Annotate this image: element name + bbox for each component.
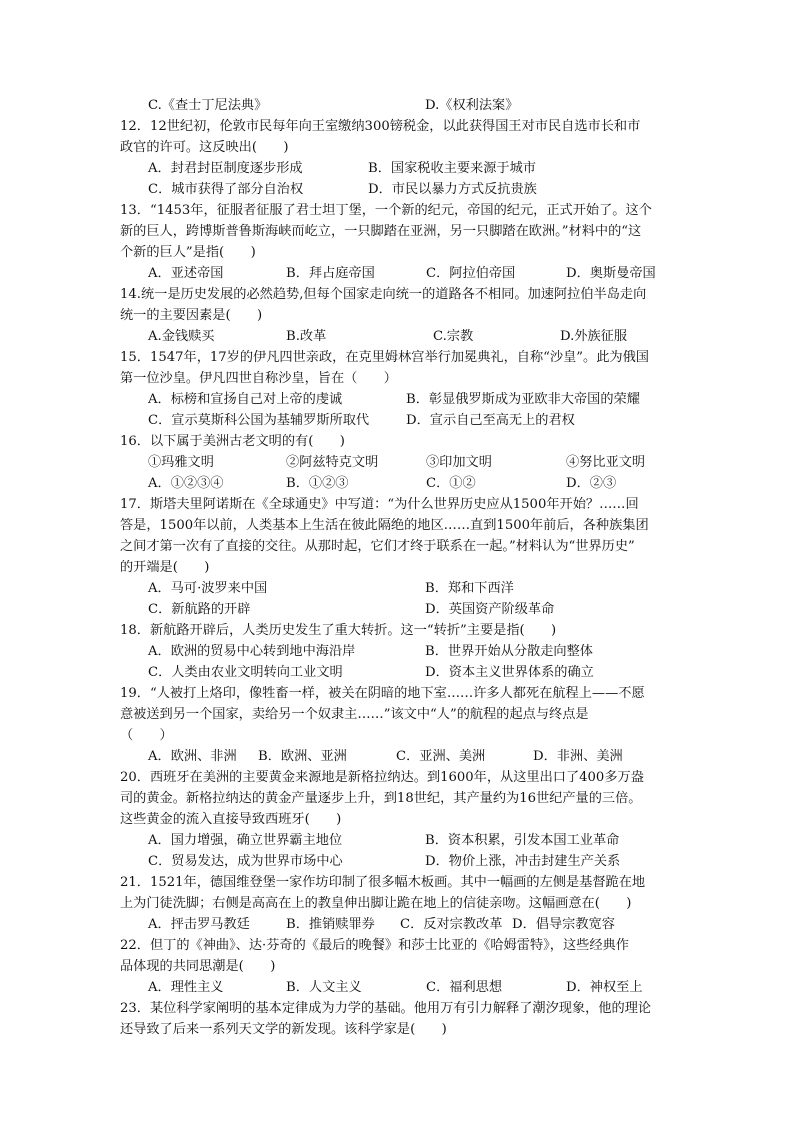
q11-options xyxy=(120,95,680,117)
q12-options-row-2 xyxy=(120,179,680,201)
q13-options xyxy=(120,263,680,285)
q15-option-c: C．宣示莫斯科公国为基辅罗斯所取代 xyxy=(148,413,370,428)
q22-stem-line-2: 品体现的共同思潮是( ) xyxy=(120,959,276,974)
q18-option-a: A．欧洲的贸易中心转到地中海沿岸 xyxy=(148,644,356,659)
q17-options-row-2 xyxy=(120,599,680,621)
q13-option-d: D．奥斯曼帝国 xyxy=(566,266,656,281)
q22-option-c: C．福利思想 xyxy=(426,980,503,995)
q20-option-c: C．贸易发达，成为世界市场中心 xyxy=(148,854,343,869)
q12-option-c: C．城市获得了部分自治权 xyxy=(148,182,304,197)
q18-option-b: B．世界开始从分散走向整体 xyxy=(425,644,593,659)
q14-options xyxy=(120,326,680,348)
q20-stem-line-2: 司的黄金。新格拉纳达的黄金产量逐步上升，到18世纪，其产量约为16世纪产量的三倍。 xyxy=(120,791,642,806)
q18-stem: 18．新航路开辟后，人类历史发生了重大转折。这一“转折”主要是指( ) xyxy=(120,623,557,638)
q12-option-b: B．国家税收主要来源于城市 xyxy=(368,161,536,176)
q16-option-b: B．①②③ xyxy=(286,476,349,491)
q19-option-c: C．亚洲、美洲 xyxy=(396,749,486,764)
q21-option-a: A．抨击罗马教廷 xyxy=(148,917,250,932)
q22-option-a: A．理性主义 xyxy=(148,980,224,995)
q17-stem-line-2: 答是，1500年以前，人类基本上生活在彼此隔绝的地区……直到1500年前后，各种族集团 xyxy=(120,518,649,533)
q18-option-d: D．资本主义世界体系的确立 xyxy=(425,665,594,680)
q13-option-a: A．亚述帝国 xyxy=(148,266,224,281)
q13-option-c: C．阿拉伯帝国 xyxy=(426,266,516,281)
q22-option-b: B．人文主义 xyxy=(286,980,362,995)
q16-stem: 16．以下属于美洲古老文明的有( ) xyxy=(120,434,345,449)
q13-stem-line-1: 13．“1453年，征服者征服了君士坦丁堡，一个新的纪元，帝国的纪元，正式开始了。这个 xyxy=(120,203,652,218)
q16-item-1: ①玛雅文明 xyxy=(148,455,214,470)
q17-stem-line-4: 的开端是( ) xyxy=(120,560,210,575)
q11-option-c: C.《查士丁尼法典》 xyxy=(148,98,268,113)
q17-option-c: C．新航路的开辟 xyxy=(148,602,251,617)
q16-option-a: A．①②③④ xyxy=(148,476,224,491)
q14-stem-line-1: 14.统一是历史发展的必然趋势,但每个国家走向统一的道路各不相同。加速阿拉伯半岛走向 xyxy=(120,287,647,302)
q14-option-b: B.改革 xyxy=(286,329,327,344)
q21-option-d: D．倡导宗教宽容 xyxy=(512,917,615,932)
q19-option-d: D．非洲、美洲 xyxy=(533,749,623,764)
q18-options-row-1 xyxy=(120,641,680,663)
q13-stem-line-2: 新的巨人，跨博斯普鲁斯海峡而屹立，一只脚踏在亚洲，另一只脚踏在欧洲。”材料中的“这 xyxy=(120,224,642,239)
q20-options-row-2 xyxy=(120,851,680,873)
q16-item-2: ②阿兹特克文明 xyxy=(286,455,379,470)
q12-options-row-1 xyxy=(120,158,680,180)
q15-options-row-2 xyxy=(120,410,680,432)
q23-stem-line-2: 还导致了后来一系列天文学的新发现。该科学家是( ) xyxy=(120,1022,447,1037)
q16-options xyxy=(120,473,680,495)
q22-option-d: D．神权至上 xyxy=(566,980,643,995)
q21-options xyxy=(120,914,680,936)
q18-option-c: C．人类由农业文明转向工业文明 xyxy=(148,665,343,680)
q16-item-4: ④努比亚文明 xyxy=(566,455,646,470)
q20-option-d: D．物价上涨，冲击封建生产关系 xyxy=(425,854,621,869)
q19-stem-line-1: 19．“人被打上烙印，像牲畜一样，被关在阴暗的地下室……许多人都死在航程上——不愿 xyxy=(120,686,645,701)
q21-stem-line-2: 上为门徒洗脚；右侧是高高在上的教皇伸出脚让跪在地上的信徒亲吻。这幅画意在( ) xyxy=(120,896,632,911)
q20-option-a: A．国力增强，确立世界霸主地位 xyxy=(148,833,343,848)
q14-option-d: D.外族征服 xyxy=(560,329,628,344)
q17-option-d: D．英国资产阶级革命 xyxy=(425,602,555,617)
q14-option-a: A.金钱赎买 xyxy=(148,329,215,344)
q14-stem-line-2: 统一的主要因素是( ) xyxy=(120,308,263,323)
q17-stem-line-3: 之间才第一次有了直接的交往。从那时起，它们才终于联系在一起。”材料认为“世界历史” xyxy=(120,539,635,554)
q18-options-row-2 xyxy=(120,662,680,684)
q16-option-d: D．②③ xyxy=(566,476,617,491)
q22-stem-line-1: 22．但丁的《神曲》、达·芬奇的《最后的晚餐》和莎士比亚的《哈姆雷特》，这些经典作 xyxy=(120,938,629,953)
q20-option-b: B．资本积累，引发本国工业革命 xyxy=(425,833,620,848)
q19-stem-line-2: 意被送到另一个国家，卖给另一个奴隶主……”该文中“人”的航程的起点与终点是 xyxy=(120,707,589,722)
q15-stem-line-1: 15．1547年，17岁的伊凡四世亲政，在克里姆林宫举行加冕典礼，自称“沙皇”。此为俄国 xyxy=(120,350,649,365)
q14-option-c: C.宗教 xyxy=(433,329,474,344)
q21-option-b: B．推销赎罪券 xyxy=(286,917,375,932)
q20-options-row-1 xyxy=(120,830,680,852)
q16-items xyxy=(120,452,680,474)
q22-options xyxy=(120,977,680,999)
q17-stem-line-1: 17．斯塔夫里阿诺斯在《全球通史》中写道：“为什么世界历史应从1500年开始？……回 xyxy=(120,497,639,512)
q17-options-row-1 xyxy=(120,578,680,600)
q17-option-a: A．马可·波罗来中国 xyxy=(148,581,268,596)
q20-stem-line-1: 20．西班牙在美洲的主要黄金来源地是新格拉纳达。到1600年，从这里出口了400多万盎 xyxy=(120,770,644,785)
q15-option-a: A．标榜和宣扬自己对上帝的虔诚 xyxy=(148,392,343,407)
q19-options xyxy=(120,746,680,768)
q16-option-c: C．①② xyxy=(426,476,476,491)
q15-stem-line-2: 第一位沙皇。伊凡四世自称沙皇，旨在（ ） xyxy=(120,371,397,386)
q17-option-b: B．郑和下西洋 xyxy=(425,581,514,596)
q13-option-b: B．拜占庭帝国 xyxy=(286,266,375,281)
q12-stem-line-1: 12．12世纪初，伦敦市民每年向王室缴纳300镑税金，以此获得国王对市民自选市长和市 xyxy=(120,119,641,134)
q12-option-a: A．封君封臣制度逐步形成 xyxy=(148,161,303,176)
q12-option-d: D．市民以暴力方式反抗贵族 xyxy=(368,182,537,197)
q19-option-a: A．欧洲、非洲 xyxy=(148,749,237,764)
q16-item-3: ③印加文明 xyxy=(426,455,492,470)
q15-options-row-1 xyxy=(120,389,680,411)
q21-stem-line-1: 21．1521年，德国维登堡一家作坊印制了很多幅木板画。其中一幅画的左侧是基督跪在地 xyxy=(120,875,646,890)
q19-stem-line-3: （ ） xyxy=(120,728,173,743)
q19-option-b: B．欧洲、亚洲 xyxy=(258,749,347,764)
q15-option-d: D．宣示自己至高无上的君权 xyxy=(406,413,575,428)
q12-stem-line-2: 政官的许可。这反映出( ) xyxy=(120,140,289,155)
q21-option-c: C．反对宗教改革 xyxy=(400,917,503,932)
q20-stem-line-3: 这些黄金的流入直接导致西班牙( ) xyxy=(120,812,342,827)
q23-stem-line-1: 23．某位科学家阐明的基本定律成为力学的基础。他用万有引力解释了潮汐现象，他的理论 xyxy=(120,1001,652,1016)
q13-stem-line-3: 个新的巨人”是指( ) xyxy=(120,245,256,260)
q11-option-d: D.《权利法案》 xyxy=(425,98,519,113)
q15-option-b: B．彰显俄罗斯成为亚欧非大帝国的荣耀 xyxy=(406,392,640,407)
